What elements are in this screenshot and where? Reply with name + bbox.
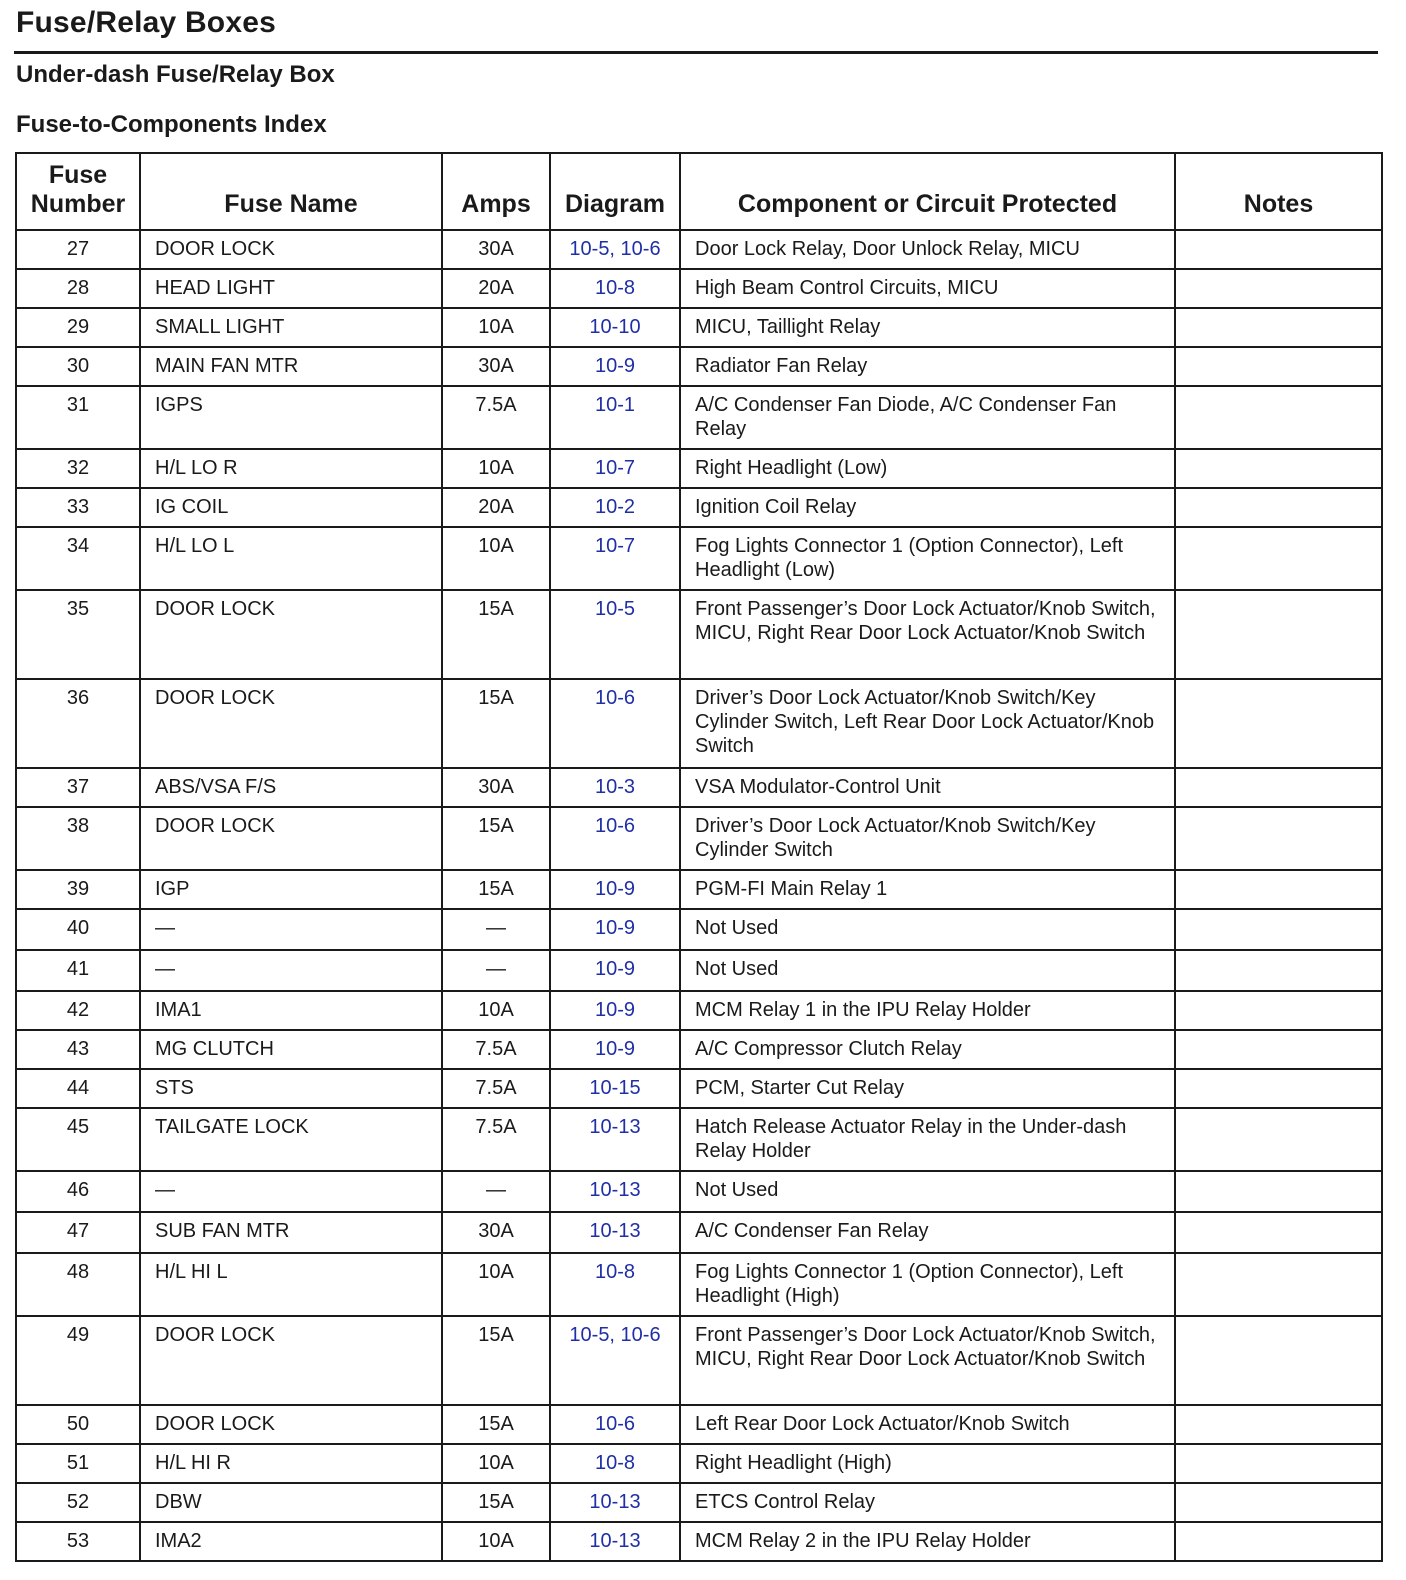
- diagram-link[interactable]: 10-8: [550, 1444, 680, 1483]
- header-notes: Notes: [1175, 153, 1382, 230]
- component-cell: PGM-FI Main Relay 1: [680, 870, 1175, 909]
- fuse-number-cell: 35: [16, 590, 140, 679]
- component-cell: Door Lock Relay, Door Unlock Relay, MICU: [680, 230, 1175, 269]
- diagram-link[interactable]: 10-6: [550, 679, 680, 768]
- component-cell: Front Passenger’s Door Lock Actuator/Knob Switch, MICU, Right Rear Door Lock Actuator/Knob Switch: [680, 1316, 1175, 1405]
- component-cell: Driver’s Door Lock Actuator/Knob Switch/Key Cylinder Switch: [680, 807, 1175, 870]
- fuse-number-cell: 31: [16, 386, 140, 449]
- component-cell: Front Passenger’s Door Lock Actuator/Knob Switch, MICU, Right Rear Door Lock Actuator/Knob Switch: [680, 590, 1175, 679]
- notes-cell: [1175, 1030, 1382, 1069]
- table-row: [16, 679, 1382, 768]
- notes-cell: [1175, 950, 1382, 991]
- fuse-number-cell: 34: [16, 527, 140, 590]
- fuse-name-cell: DOOR LOCK: [140, 807, 442, 870]
- component-cell: VSA Modulator-Control Unit: [680, 768, 1175, 807]
- component-cell: Hatch Release Actuator Relay in the Under-dash Relay Holder: [680, 1108, 1175, 1171]
- header-row: [16, 153, 1382, 230]
- table-row: [16, 870, 1382, 909]
- notes-cell: [1175, 230, 1382, 269]
- diagram-link[interactable]: 10-13: [550, 1483, 680, 1522]
- notes-cell: [1175, 1522, 1382, 1561]
- amps-cell: 15A: [442, 870, 550, 909]
- table-row: [16, 991, 1382, 1030]
- amps-cell: —: [442, 909, 550, 950]
- amps-cell: 15A: [442, 1316, 550, 1405]
- fuse-name-cell: MAIN FAN MTR: [140, 347, 442, 386]
- amps-cell: 15A: [442, 679, 550, 768]
- header-component: Component or Circuit Protected: [680, 153, 1175, 230]
- notes-cell: [1175, 527, 1382, 590]
- component-cell: Fog Lights Connector 1 (Option Connector), Left Headlight (High): [680, 1253, 1175, 1316]
- fuse-number-cell: 45: [16, 1108, 140, 1171]
- fuse-name-cell: DBW: [140, 1483, 442, 1522]
- diagram-link[interactable]: 10-13: [550, 1212, 680, 1253]
- table-row: [16, 1483, 1382, 1522]
- diagram-link[interactable]: 10-9: [550, 347, 680, 386]
- notes-cell: [1175, 1405, 1382, 1444]
- header-fuse-number: Fuse Number: [16, 153, 140, 230]
- table-row: [16, 1444, 1382, 1483]
- diagram-link[interactable]: 10-2: [550, 488, 680, 527]
- fuse-name-cell: TAILGATE LOCK: [140, 1108, 442, 1171]
- notes-cell: [1175, 488, 1382, 527]
- fuse-name-cell: DOOR LOCK: [140, 679, 442, 768]
- fuse-name-cell: ABS/VSA F/S: [140, 768, 442, 807]
- table-row: [16, 1316, 1382, 1405]
- fuse-name-cell: SUB FAN MTR: [140, 1212, 442, 1253]
- fuse-name-cell: —: [140, 950, 442, 991]
- notes-cell: [1175, 347, 1382, 386]
- fuse-name-cell: SMALL LIGHT: [140, 308, 442, 347]
- component-cell: Radiator Fan Relay: [680, 347, 1175, 386]
- table-row: [16, 909, 1382, 950]
- amps-cell: 30A: [442, 768, 550, 807]
- section-title: Under-dash Fuse/Relay Box: [16, 61, 335, 88]
- table-row: [16, 950, 1382, 991]
- fuse-name-cell: IG COIL: [140, 488, 442, 527]
- component-cell: Not Used: [680, 950, 1175, 991]
- fuse-name-cell: DOOR LOCK: [140, 230, 442, 269]
- diagram-link[interactable]: 10-5, 10-6: [550, 1316, 680, 1405]
- notes-cell: [1175, 768, 1382, 807]
- component-cell: ETCS Control Relay: [680, 1483, 1175, 1522]
- amps-cell: 20A: [442, 488, 550, 527]
- notes-cell: [1175, 449, 1382, 488]
- amps-cell: 15A: [442, 1405, 550, 1444]
- table-row: [16, 590, 1382, 679]
- amps-cell: 10A: [442, 527, 550, 590]
- diagram-link[interactable]: 10-6: [550, 807, 680, 870]
- diagram-link[interactable]: 10-3: [550, 768, 680, 807]
- component-cell: A/C Condenser Fan Diode, A/C Condenser Fan Relay: [680, 386, 1175, 449]
- diagram-link[interactable]: 10-15: [550, 1069, 680, 1108]
- fuse-number-cell: 28: [16, 269, 140, 308]
- notes-cell: [1175, 1212, 1382, 1253]
- fuse-name-cell: DOOR LOCK: [140, 590, 442, 679]
- fuse-number-cell: 52: [16, 1483, 140, 1522]
- diagram-link[interactable]: 10-13: [550, 1108, 680, 1171]
- diagram-link[interactable]: 10-13: [550, 1171, 680, 1212]
- component-cell: Driver’s Door Lock Actuator/Knob Switch/Key Cylinder Switch, Left Rear Door Lock Actuator/Knob Switch: [680, 679, 1175, 768]
- amps-cell: 30A: [442, 1212, 550, 1253]
- diagram-link[interactable]: 10-5, 10-6: [550, 230, 680, 269]
- fuse-number-cell: 32: [16, 449, 140, 488]
- diagram-link[interactable]: 10-9: [550, 870, 680, 909]
- diagram-link[interactable]: 10-9: [550, 1030, 680, 1069]
- table-row: [16, 1522, 1382, 1561]
- fuse-number-cell: 44: [16, 1069, 140, 1108]
- amps-cell: 10A: [442, 308, 550, 347]
- amps-cell: —: [442, 950, 550, 991]
- amps-cell: 30A: [442, 347, 550, 386]
- table-row: [16, 230, 1382, 269]
- amps-cell: 15A: [442, 1483, 550, 1522]
- component-cell: Right Headlight (Low): [680, 449, 1175, 488]
- amps-cell: 7.5A: [442, 386, 550, 449]
- amps-cell: 7.5A: [442, 1108, 550, 1171]
- diagram-link[interactable]: 10-7: [550, 527, 680, 590]
- fuse-number-cell: 37: [16, 768, 140, 807]
- diagram-link[interactable]: 10-7: [550, 449, 680, 488]
- table-row: [16, 1030, 1382, 1069]
- fuse-name-cell: H/L HI L: [140, 1253, 442, 1316]
- notes-cell: [1175, 590, 1382, 679]
- fuse-number-cell: 50: [16, 1405, 140, 1444]
- amps-cell: 7.5A: [442, 1030, 550, 1069]
- diagram-link[interactable]: 10-9: [550, 950, 680, 991]
- fuse-number-cell: 36: [16, 679, 140, 768]
- table-row: [16, 527, 1382, 590]
- component-cell: Fog Lights Connector 1 (Option Connector), Left Headlight (Low): [680, 527, 1175, 590]
- table-row: [16, 347, 1382, 386]
- fuse-number-cell: 33: [16, 488, 140, 527]
- notes-cell: [1175, 269, 1382, 308]
- diagram-link[interactable]: 10-8: [550, 269, 680, 308]
- amps-cell: 15A: [442, 590, 550, 679]
- table-row: [16, 1212, 1382, 1253]
- fuse-number-cell: 40: [16, 909, 140, 950]
- table-row: [16, 449, 1382, 488]
- table-row: [16, 1069, 1382, 1108]
- diagram-link[interactable]: 10-10: [550, 308, 680, 347]
- fuse-name-cell: —: [140, 1171, 442, 1212]
- fuse-name-cell: IMA1: [140, 991, 442, 1030]
- amps-cell: —: [442, 1171, 550, 1212]
- table-row: [16, 1253, 1382, 1316]
- fuse-number-cell: 41: [16, 950, 140, 991]
- fuse-name-cell: MG CLUTCH: [140, 1030, 442, 1069]
- amps-cell: 20A: [442, 269, 550, 308]
- fuse-number-cell: 38: [16, 807, 140, 870]
- component-cell: Not Used: [680, 909, 1175, 950]
- table-row: [16, 386, 1382, 449]
- table-row: [16, 768, 1382, 807]
- component-cell: Right Headlight (High): [680, 1444, 1175, 1483]
- notes-cell: [1175, 1108, 1382, 1171]
- page-title: Fuse/Relay Boxes: [16, 6, 276, 39]
- component-cell: MICU, Taillight Relay: [680, 308, 1175, 347]
- fuse-number-cell: 43: [16, 1030, 140, 1069]
- diagram-link[interactable]: 10-9: [550, 909, 680, 950]
- notes-cell: [1175, 991, 1382, 1030]
- notes-cell: [1175, 870, 1382, 909]
- notes-cell: [1175, 1069, 1382, 1108]
- fuse-name-cell: IGP: [140, 870, 442, 909]
- component-cell: A/C Compressor Clutch Relay: [680, 1030, 1175, 1069]
- component-cell: Ignition Coil Relay: [680, 488, 1175, 527]
- notes-cell: [1175, 308, 1382, 347]
- fuse-name-cell: DOOR LOCK: [140, 1405, 442, 1444]
- fuse-number-cell: 53: [16, 1522, 140, 1561]
- fuse-name-cell: STS: [140, 1069, 442, 1108]
- component-cell: Not Used: [680, 1171, 1175, 1212]
- table-row: [16, 488, 1382, 527]
- fuse-name-cell: DOOR LOCK: [140, 1316, 442, 1405]
- notes-cell: [1175, 679, 1382, 768]
- header-amps: Amps: [442, 153, 550, 230]
- table-row: [16, 308, 1382, 347]
- fuse-number-cell: 47: [16, 1212, 140, 1253]
- fuse-number-cell: 42: [16, 991, 140, 1030]
- component-cell: MCM Relay 1 in the IPU Relay Holder: [680, 991, 1175, 1030]
- component-cell: MCM Relay 2 in the IPU Relay Holder: [680, 1522, 1175, 1561]
- fuse-number-cell: 27: [16, 230, 140, 269]
- header-fuse-name: Fuse Name: [140, 153, 442, 230]
- fuse-name-cell: —: [140, 909, 442, 950]
- table-row: [16, 269, 1382, 308]
- amps-cell: 7.5A: [442, 1069, 550, 1108]
- fuse-name-cell: HEAD LIGHT: [140, 269, 442, 308]
- table-row: [16, 807, 1382, 870]
- diagram-link[interactable]: 10-13: [550, 1522, 680, 1561]
- diagram-link[interactable]: 10-5: [550, 590, 680, 679]
- table-row: [16, 1405, 1382, 1444]
- fuse-number-cell: 49: [16, 1316, 140, 1405]
- amps-cell: 10A: [442, 991, 550, 1030]
- fuse-name-cell: H/L LO R: [140, 449, 442, 488]
- amps-cell: 10A: [442, 1522, 550, 1561]
- notes-cell: [1175, 386, 1382, 449]
- table-title: Fuse-to-Components Index: [16, 111, 327, 138]
- amps-cell: 15A: [442, 807, 550, 870]
- fuse-number-cell: 39: [16, 870, 140, 909]
- fuse-number-cell: 29: [16, 308, 140, 347]
- table-row: [16, 1108, 1382, 1171]
- fuse-name-cell: IMA2: [140, 1522, 442, 1561]
- notes-cell: [1175, 1483, 1382, 1522]
- fuse-number-cell: 51: [16, 1444, 140, 1483]
- diagram-link[interactable]: 10-6: [550, 1405, 680, 1444]
- diagram-link[interactable]: 10-9: [550, 991, 680, 1030]
- component-cell: PCM, Starter Cut Relay: [680, 1069, 1175, 1108]
- notes-cell: [1175, 1253, 1382, 1316]
- diagram-link[interactable]: 10-1: [550, 386, 680, 449]
- amps-cell: 30A: [442, 230, 550, 269]
- table-body: [16, 230, 1382, 1561]
- fuse-components-table: [15, 152, 1383, 1562]
- fuse-name-cell: H/L HI R: [140, 1444, 442, 1483]
- amps-cell: 10A: [442, 1253, 550, 1316]
- notes-cell: [1175, 909, 1382, 950]
- notes-cell: [1175, 1444, 1382, 1483]
- fuse-number-cell: 46: [16, 1171, 140, 1212]
- fuse-number-cell: 48: [16, 1253, 140, 1316]
- notes-cell: [1175, 1171, 1382, 1212]
- fuse-name-cell: H/L LO L: [140, 527, 442, 590]
- amps-cell: 10A: [442, 1444, 550, 1483]
- table-row: [16, 1171, 1382, 1212]
- notes-cell: [1175, 1316, 1382, 1405]
- fuse-name-cell: IGPS: [140, 386, 442, 449]
- component-cell: A/C Condenser Fan Relay: [680, 1212, 1175, 1253]
- component-cell: High Beam Control Circuits, MICU: [680, 269, 1175, 308]
- table-header: [16, 153, 1382, 230]
- fuse-number-cell: 30: [16, 347, 140, 386]
- diagram-link[interactable]: 10-8: [550, 1253, 680, 1316]
- amps-cell: 10A: [442, 449, 550, 488]
- component-cell: Left Rear Door Lock Actuator/Knob Switch: [680, 1405, 1175, 1444]
- header-diagram: Diagram: [550, 153, 680, 230]
- title-divider: [14, 51, 1378, 54]
- notes-cell: [1175, 807, 1382, 870]
